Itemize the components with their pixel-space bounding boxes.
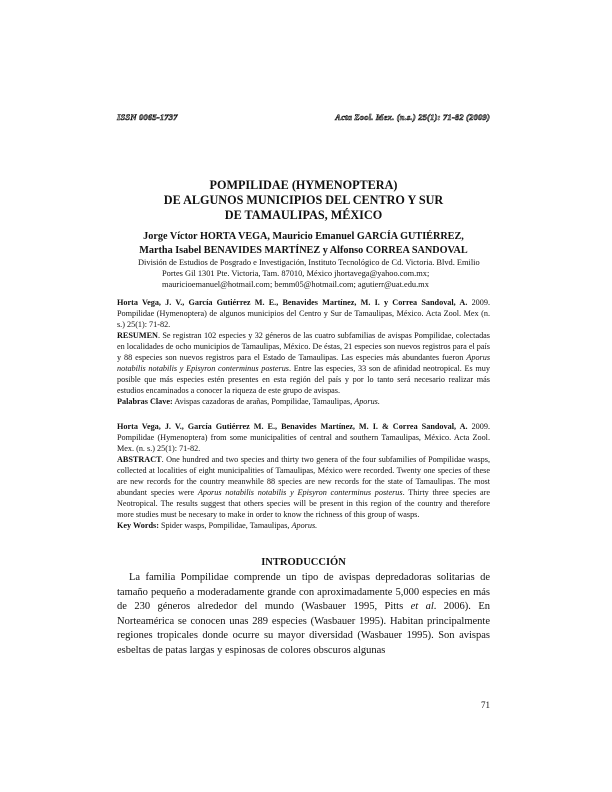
resumen-text-b: . Entre las especies, 33 son de afinidad neotropical. Es muy posible que más especies estén presentes en esta región del país y por lo tanto será necesario realizar más estudios encaminados a conocer la riqueza de este grupo de avispas. — [117, 364, 490, 395]
abstract-citation — [117, 421, 490, 454]
intro-text-a: La familia Pompilidae comprende un tipo de avispas depredadoras solitarias de tamaño pequeño a moderadamente grande con aproximadamente 5,000 especies en más de 230 géneros alrededor del mundo (Wasbauer 1995, Pitts — [117, 572, 490, 613]
intro-et-al: et al — [410, 601, 434, 613]
affiliation-line-2: Portes Gil 1301 Pte. Victoria, Tam. 87010, México jhortavega@yahoo.com.mx; — [162, 269, 430, 278]
resumen-species: Aporus notabilis notabilis y Episyron conterminus posterus — [117, 353, 490, 373]
abstract-text-b: . Thirty three species are Neotropical. The results suggest that others species will be present in this region of the country and therefore more studies must be necesary to make in order to know the richness of this group of wasps. — [117, 488, 490, 519]
resumen-section — [117, 297, 490, 407]
abstract-label: ABSTRACT — [117, 455, 162, 464]
intro-body — [117, 571, 490, 659]
abstract-citation-authors: Horta Vega, J. V., García Gutiérrez M. E., Benavides Martínez, M. I. & Correa Sandoval, A. — [117, 422, 468, 431]
affiliation-line-1: División de Estudios de Posgrado e Investigación, Instituto Tecnológico de Cd. Victoria. Blvd. Emilio — [138, 258, 480, 267]
resumen-citation-rest: 2009. Pompilidae (Hymenoptera) de algunos municipios del Centro y Sur de Tamaulipas, México. Acta Zool. Mex (n. s.) 25(1): 71-82. — [117, 298, 491, 329]
resumen-keywords-text: Avispas cazadoras de arañas, Pompilidae, Tamaulipas, — [172, 397, 355, 406]
abstract-keywords-italic: Aporus. — [291, 521, 318, 530]
authors-line-1: Jorge Víctor HORTA VEGA, Mauricio Emanuel GARCÍA GUTIÉRREZ, — [143, 231, 464, 242]
intro-text-b: . 2006). En Norteamérica se conocen unas 289 especies (Wasbauer 1995). Habitan principalmente regiones tropicales donde ocurre su mayor diversidad (Wasbauer 1995). Son avispas esbeltas de patas largas y espinosas de colores obscuros algunas — [117, 601, 490, 656]
abstract-keywords-text: Spider wasps, Pompilidae, Tamaulipas, — [158, 521, 292, 530]
title-line-3: DE TAMAULIPAS, MÉXICO — [224, 208, 383, 222]
abstract-keywords-label: Key Words: — [117, 521, 159, 530]
resumen-keywords-label: Palabras Clave: — [117, 397, 173, 406]
resumen-body — [117, 330, 490, 396]
resumen-keywords-italic: Aporus. — [354, 397, 380, 406]
resumen-text-a: . Se registran 102 especies y 32 géneros de las cuatro subfamilias de avispas Pompilidae, colectadas en localidades de ocho municipios de Tamaulipas, México. De éstas, 21 especies son nuevos registros para el país y 88 especies son nuevos registros para el Estado de Tamaulipas. Las especies más abundantes fueron — [117, 331, 490, 362]
abstract-body — [117, 454, 490, 520]
resumen-label: RESUMEN — [117, 331, 158, 340]
abstract-section — [117, 421, 490, 531]
authors — [117, 230, 490, 258]
intro-paragraph — [117, 571, 490, 659]
running-header — [117, 112, 490, 124]
page-number: 71 — [481, 700, 490, 710]
journal-citation: Acta Zool. Mex. (n.s.) 25(1): 71-82 (2009) — [335, 112, 490, 122]
abstract-keywords — [117, 520, 490, 531]
affiliation — [117, 257, 490, 290]
issn: ISSN 0065-1737 — [117, 112, 178, 122]
resumen-citation — [117, 297, 490, 330]
abstract-species: Aporus notabilis notabilis y Episyron conterminus posterus — [197, 488, 403, 497]
abstract-text-a: . One hundred and two species and thirty two genera of the four subfamilies of Pompilidae wasps, collected at localities of eight municipalities of Tamaulipas, México were recorded. Twenty one species of these are new records for the country meanwhile 88 species are new records for the state of Tamaulipas. The most abundant species were — [117, 455, 490, 497]
affiliation-line-3: mauricioemanuel@hotmail.com; bemm05@hotmail.com; agutierr@uat.edu.mx — [162, 280, 429, 289]
authors-line-2: Martha Isabel BENAVIDES MARTÍNEZ y Alfonso CORREA SANDOVAL — [139, 245, 468, 256]
abstract-citation-rest: 2009. Pompilidae (Hymenoptera) from some municipalities of central and southern Tamaulipas, México. Acta Zool. Mex. (n. s.) 25(1): 71-82. — [117, 422, 490, 453]
paper-title — [117, 178, 490, 223]
title-line-2: DE ALGUNOS MUNICIPIOS DEL CENTRO Y SUR — [163, 193, 444, 207]
resumen-keywords — [117, 396, 490, 407]
section-heading-introduccion: INTRODUCCIÓN — [261, 557, 346, 568]
title-line-1: POMPILIDAE (HYMENOPTERA) — [209, 178, 398, 192]
resumen-citation-authors: Horta Vega, J. V., García Gutiérrez M. E., Benavides Martínez, M. I. y Correa Sandoval, A. — [117, 298, 468, 307]
